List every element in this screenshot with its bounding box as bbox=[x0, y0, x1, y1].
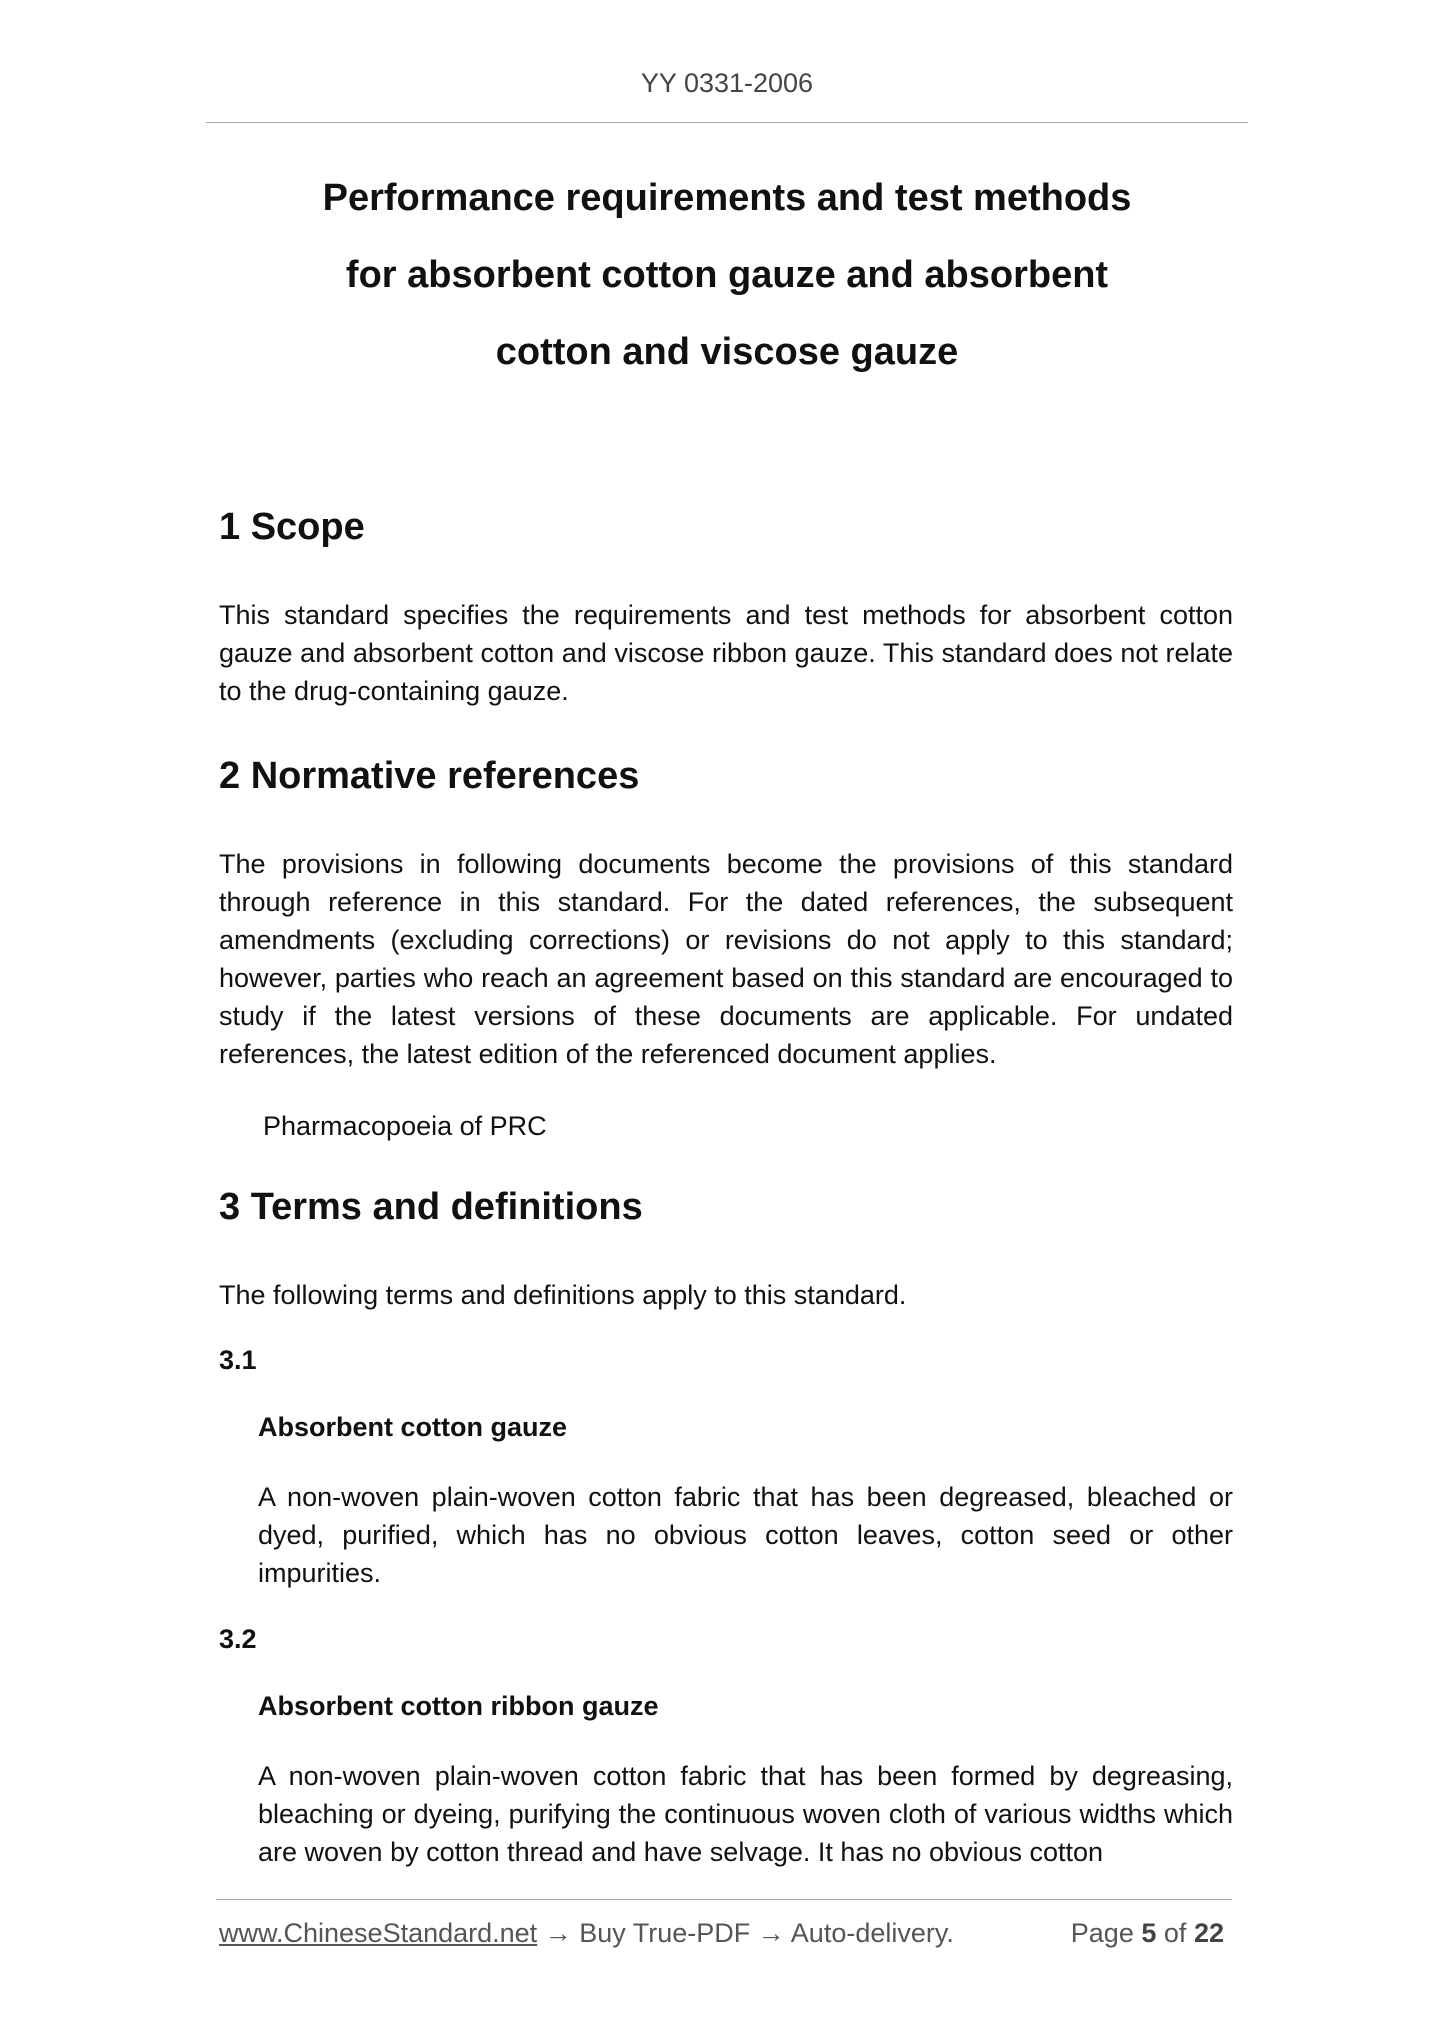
section-heading-terms-definitions: 3 Terms and definitions bbox=[219, 1186, 643, 1228]
title-line-1: Performance requirements and test methods bbox=[322, 177, 1132, 219]
document-id-header: YY 0331-2006 bbox=[640, 68, 814, 98]
section-heading-normative-references: 2 Normative references bbox=[219, 755, 640, 797]
term-definition-3-1: A non-woven plain-woven cotton fabric that has been degreased, bleached or dyed, purified, which has no obvious cotton leaves, cotton seed or other impurities. bbox=[258, 1482, 1233, 1588]
page-current-number: 5 bbox=[1141, 1918, 1157, 1948]
buy-true-pdf-text: Buy True-PDF bbox=[579, 1918, 751, 1948]
normative-references-paragraph: The provisions in following documents become the provisions of this standard through reference in this standard. For the dated references, the subsequent amendments (excluding corrections) or revisions do not apply to this standard; however, parties who reach an agreement based on this standard are encouraged to study if the latest versions of these documents are applicable. For undated references, the latest edition of the referenced document applies. bbox=[219, 849, 1233, 1069]
arrow-right-icon: → bbox=[544, 1918, 572, 1948]
footer-divider bbox=[216, 1899, 1232, 1900]
arrow-right-icon: → bbox=[757, 1918, 785, 1948]
header-divider bbox=[206, 122, 1248, 123]
chinesestandard-link[interactable]: www.ChineseStandard.net bbox=[219, 1918, 538, 1948]
page-indicator bbox=[1071, 1918, 1224, 1949]
terms-intro-paragraph: The following terms and definitions apply to this standard. bbox=[219, 1280, 907, 1310]
document-title bbox=[206, 160, 1248, 391]
term-number-3-2: 3.2 bbox=[219, 1624, 257, 1654]
term-name-absorbent-cotton-gauze: Absorbent cotton gauze bbox=[258, 1412, 567, 1442]
scope-paragraph: This standard specifies the requirements and test methods for absorbent cotton gauze and absorbent cotton and viscose ribbon gauze. This standard does not relate to the drug-containing gauze. bbox=[219, 600, 1233, 706]
auto-delivery-text: Auto-delivery. bbox=[790, 1918, 954, 1948]
section-heading-scope: 1 Scope bbox=[219, 506, 365, 548]
page-of-label: of bbox=[1163, 1918, 1187, 1948]
term-name-absorbent-cotton-ribbon-gauze: Absorbent cotton ribbon gauze bbox=[258, 1691, 659, 1721]
title-line-2: for absorbent cotton gauze and absorbent bbox=[345, 254, 1109, 296]
reference-pharmacopoeia: Pharmacopoeia of PRC bbox=[263, 1111, 547, 1141]
page-total-number: 22 bbox=[1193, 1918, 1224, 1948]
term-definition-3-2: A non-woven plain-woven cotton fabric that has been formed by degreasing, bleaching or dyeing, purifying the continuous woven cloth of various widths which are woven by cotton thread and have selvage. It has no obvious cotton bbox=[258, 1761, 1233, 1867]
page-footer bbox=[219, 1918, 1232, 1949]
page-label: Page bbox=[1070, 1918, 1134, 1948]
term-number-3-1: 3.1 bbox=[219, 1345, 257, 1375]
title-line-3: cotton and viscose gauze bbox=[495, 331, 959, 373]
